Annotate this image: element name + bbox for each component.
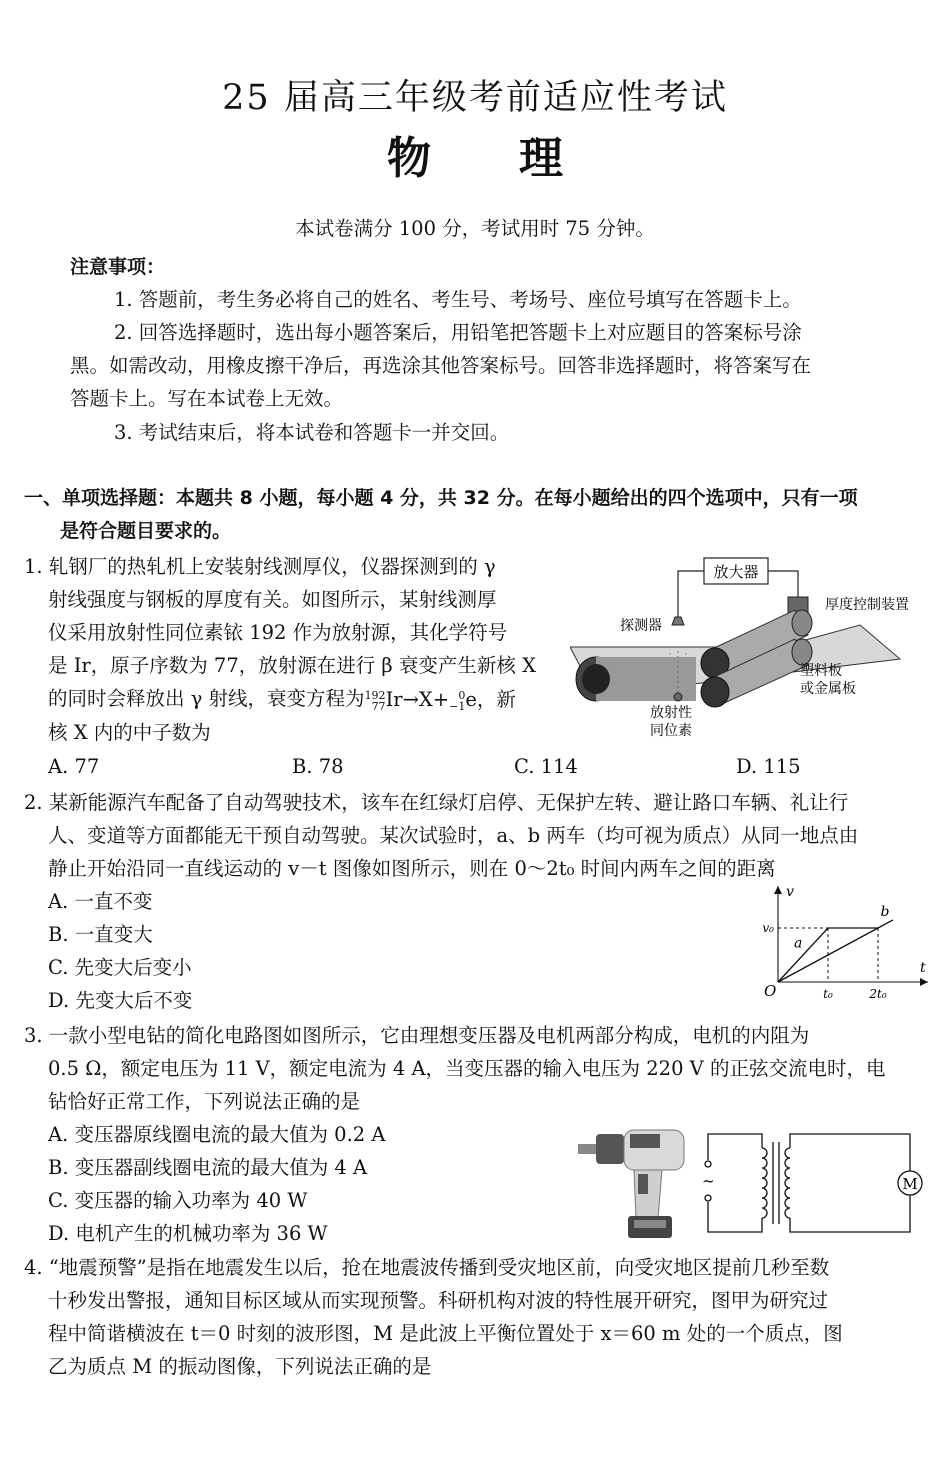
plate-label-1: 塑料板 [800,663,842,679]
q1-line-5: 的同时会释放出 γ 射线，衰变方程为 192 77 Ir→X+ 0 −1 e，新 [48,682,516,716]
q1-line-6: 核 X 内的中子数为 [48,721,211,744]
decay-equation: 192 77 Ir→X+ 0 −1 e，新 [364,688,516,713]
ac-source-icon: ~ [702,1172,715,1190]
terminal-bottom [705,1195,711,1201]
amplifier-label: 放大器 [713,563,759,581]
vt-graph [752,880,932,1005]
q2-option-c[interactable]: C. 先变大后变小 [48,956,192,979]
q1-option-a[interactable]: A. 77 [48,755,100,778]
primary-coil [762,1148,767,1218]
origin-label: O [764,982,777,1000]
q3-option-c[interactable]: C. 变压器的输入功率为 40 W [48,1189,308,1212]
secondary-coil [785,1148,790,1218]
source-label-1: 放射性 [650,705,692,721]
q3-option-a[interactable]: A. 变压器原线圈电流的最大值为 0.2 A [48,1123,386,1146]
q4-line-4: 乙为质点 M 的振动图像，下列说法正确的是 [48,1355,432,1378]
q1-option-b[interactable]: B. 78 [292,755,344,778]
source-icon [674,693,682,701]
y-tick-label: v₀ [762,921,774,935]
section-heading-line-2: 是符合题目要求的。 [60,520,232,542]
series-label-a: a [794,935,803,952]
exam-title: 25 届高三年级考前适应性考试 [222,78,728,118]
thickness-gauge-figure [570,555,935,745]
exam-info: 本试卷满分 100 分，考试用时 75 分钟。 [295,217,655,240]
x-axis-label: t [920,960,926,976]
series-label-b: b [880,903,890,920]
detector-label: 探测器 [620,618,662,634]
subject-title: 物理 [387,133,651,184]
section-heading-line-1: 一、单项选择题：本题共 8 小题，每小题 4 分，共 32 分。在每小题给出的四个选项中，只有一项 [24,487,858,509]
notice-line-3: 黑。如需改动，用橡皮擦干净后，再选涂其他答案标号。回答非选择题时，将答案写在 [70,354,812,377]
q2-option-b[interactable]: B. 一直变大 [48,923,153,946]
q3-line-1: 3. 一款小型电钻的简化电路图如图所示，它由理想变压器及电机两部分构成，电机的内阻为 [24,1024,810,1047]
notice-line-1: 1. 答题前，考生务必将自己的姓名、考生号、考场号、座位号填写在答题卡上。 [114,288,802,311]
q4-line-3: 程中简谐横波在 t＝0 时刻的波形图，M 是此波上平衡位置处于 x＝60 m 处的一个质点，图 [48,1322,843,1345]
q3-line-3: 钻恰好正常工作，下列说法正确的是 [48,1090,361,1113]
notice-line-4: 答题卡上。写在本试卷上无效。 [70,387,344,410]
q2-line-3: 静止开始沿同一直线运动的 v－t 图像如图所示，则在 0～2t₀ 时间内两车之间的距离 [48,857,776,880]
q3-line-2: 0.5 Ω，额定电压为 11 V，额定电流为 4 A，当变压器的输入电压为 220 V 的正弦交流电时，电 [48,1057,886,1080]
notice-line-5: 3. 考试结束后，将本试卷和答题卡一并交回。 [114,421,510,444]
q2-line-1: 2. 某新能源汽车配备了自动驾驶技术，该车在红绿灯启停、无保护左转、避让路口车辆、礼让行 [24,791,849,814]
y-axis-label: v [786,884,794,900]
q3-option-d[interactable]: D. 电机产生的机械功率为 36 W [48,1222,328,1245]
x-tick-label: t₀ [823,987,833,1001]
motor-label: M [902,1175,918,1193]
q2-line-2: 人、变道等方面都能无干预自动驾驶。某次试验时，a、b 两车（均可视为质点）从同一地点由 [48,824,859,847]
notice-line-2: 2. 回答选择题时，选出每小题答案后，用铅笔把答题卡上对应题目的答案标号涂 [114,321,802,344]
q2-option-d[interactable]: D. 先变大后不变 [48,989,193,1012]
source-label-2: 同位素 [650,723,692,739]
q2-option-a[interactable]: A. 一直不变 [48,890,153,913]
x-tick-label: 2t₀ [869,987,887,1001]
plate-label-2: 或金属板 [800,681,856,697]
q1-line-2: 射线强度与钢板的厚度有关。如图所示，某射线测厚 [48,588,497,611]
thickness-ctrl-label: 厚度控制装置 [825,597,909,613]
drill-image [578,1118,698,1242]
q1-option-c[interactable]: C. 114 [514,755,578,778]
q4-line-2: 十秒发出警报，通知目标区域从而实现预警。科研机构对波的特性展开研究，图甲为研究过 [48,1289,829,1312]
q3-option-b[interactable]: B. 变压器副线圈电流的最大值为 4 A [48,1156,368,1179]
q4-line-1: 4. “地震预警”是指在地震发生以后，抢在地震波传播到受灾地区前，向受灾地区提前几秒至数 [24,1256,830,1279]
q1-line-3: 仪采用放射性同位素铱 192 作为放射源，其化学符号 [48,621,508,644]
q1-line-4: 是 Ir，原子序数为 77，放射源在进行 β 衰变产生新核 X [48,654,536,677]
q1-line-1: 1. 轧钢厂的热轧机上安装射线测厚仪，仪器探测到的 γ [24,555,496,578]
terminal-top [705,1161,711,1167]
q1-option-d[interactable]: D. 115 [736,755,801,778]
detector-icon [672,617,684,625]
notice-heading: 注意事项： [70,256,166,278]
transformer-circuit [700,1128,940,1240]
